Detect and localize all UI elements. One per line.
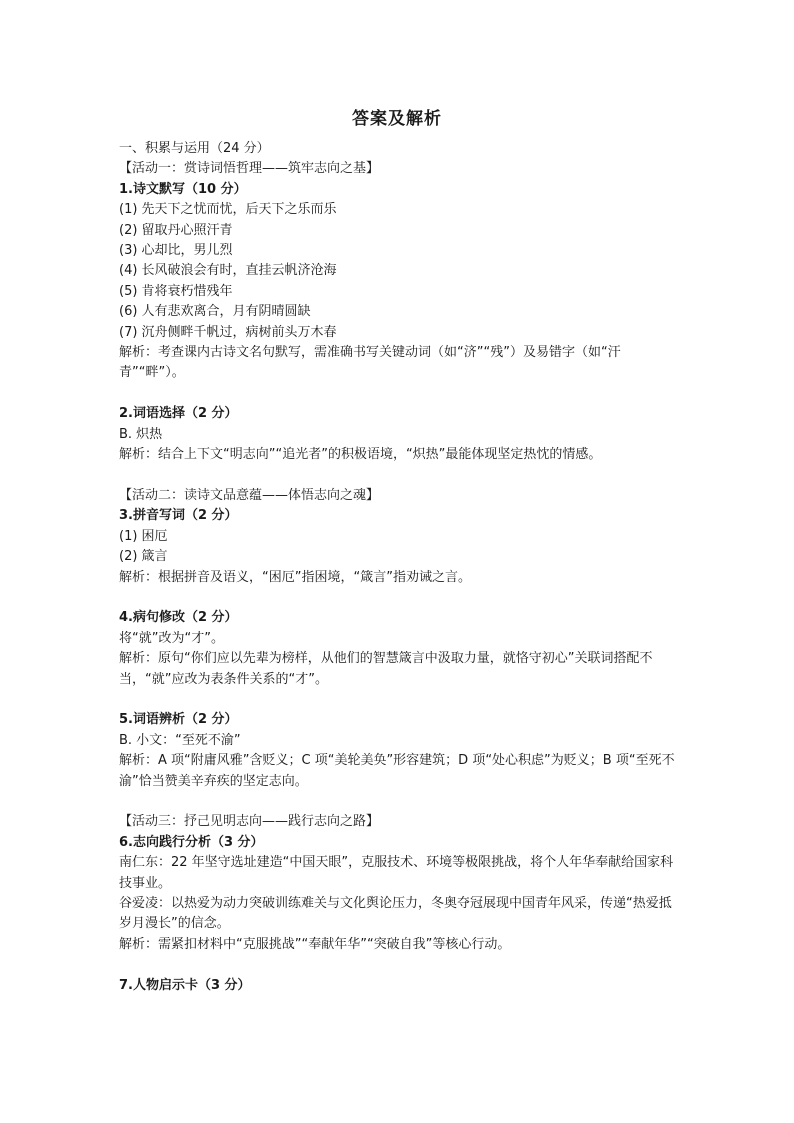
answer-line: (6) 人有悲欢离合，月有阴晴圆缺 — [119, 304, 311, 320]
analysis-text: 解析：原句“你们应以先辈为榜样，从他们的智慧箴言中汲取力量，就恪守初心”关联词搭配不当，“就”应改为表条件关系的“才”。 — [119, 651, 653, 687]
activity-heading: 【活动二：读诗文品意蕴——体悟志向之魂】 — [119, 487, 380, 503]
answer-line: (2) 箴言 — [119, 549, 168, 565]
answer-line: (7) 沉舟侧畔千帆过，病树前头万木春 — [119, 324, 337, 340]
question-heading: 3.拼音写词（2 分） — [119, 508, 238, 524]
answer-line: (1) 先天下之忧而忧，后天下之乐而乐 — [119, 202, 337, 218]
page-title: 答案及解析 — [352, 109, 442, 129]
spacer — [119, 384, 679, 404]
question-heading: 5.词语辨析（2 分） — [119, 712, 238, 728]
answer-line: B. 炽热 — [119, 426, 163, 442]
answer-line: (5) 肯将衰朽惜残年 — [119, 283, 233, 299]
answer-line: (3) 心却比，男儿烈 — [119, 243, 233, 259]
answer-line: 将“就”改为“才”。 — [119, 630, 224, 646]
answer-line: B. 小文：“至死不渝” — [119, 732, 241, 748]
analysis-text: 解析：结合上下文“明志向”“追光者”的积极语境，“炽热”最能体现坚定热忱的情感。 — [119, 447, 602, 463]
question-heading: 6.志向践行分析（3 分） — [119, 834, 264, 850]
analysis-text: 解析：考查课内古诗文名句默写，需准确书写关键动词（如“济”“残”）及易错字（如“汗青”“畔”）。 — [119, 345, 621, 381]
analysis-text: 解析：根据拼音及语义，“困厄”指困境，“箴言”指劝诫之言。 — [119, 569, 471, 585]
answer-line: (2) 留取丹心照汗青 — [119, 222, 233, 238]
answer-paragraph: 南仁东：22 年坚守选址建造“中国天眼”，克服技术、环境等极限挑战，将个人年华奉献给国家科技事业。 — [119, 855, 674, 891]
spacer — [119, 792, 679, 812]
answer-line: (4) 长风破浪会有时，直挂云帆济沧海 — [119, 263, 337, 279]
section-heading: 一、积累与运用（24 分） — [119, 141, 270, 156]
spacer — [119, 955, 679, 975]
activity-heading: 【活动三：抒己见明志向——践行志向之路】 — [119, 814, 380, 830]
answer-paragraph: 谷爱凌：以热爱为动力突破训练难关与文化舆论压力，冬奥夺冠展现中国青年风采，传递“热爱抵岁月漫长”的信念。 — [119, 895, 672, 932]
activity-heading: 【活动一：赏诗词悟哲理——筑牢志向之基】 — [119, 161, 380, 177]
question-heading: 1.诗文默写（10 分） — [119, 181, 247, 197]
spacer — [119, 465, 679, 485]
answer-content — [119, 139, 679, 996]
question-heading: 7.人物启示卡（3 分） — [119, 977, 251, 993]
answer-line: (1) 困厄 — [119, 528, 168, 544]
spacer — [119, 690, 679, 710]
question-heading: 2.词语选择（2 分） — [119, 406, 238, 422]
question-heading: 4.病句修改（2 分） — [119, 610, 238, 626]
spacer — [119, 588, 679, 608]
analysis-text: 解析：需紧扣材料中“克服挑战”“奉献年华”“突破自我”等核心行动。 — [119, 936, 511, 952]
analysis-text: 解析：A 项“附庸风雅”含贬义；C 项“美轮美奂”形容建筑；D 项“处心积虑”为贬义；B 项“至死不渝”恰当赞美辛弃疾的坚定志向。 — [119, 753, 675, 789]
